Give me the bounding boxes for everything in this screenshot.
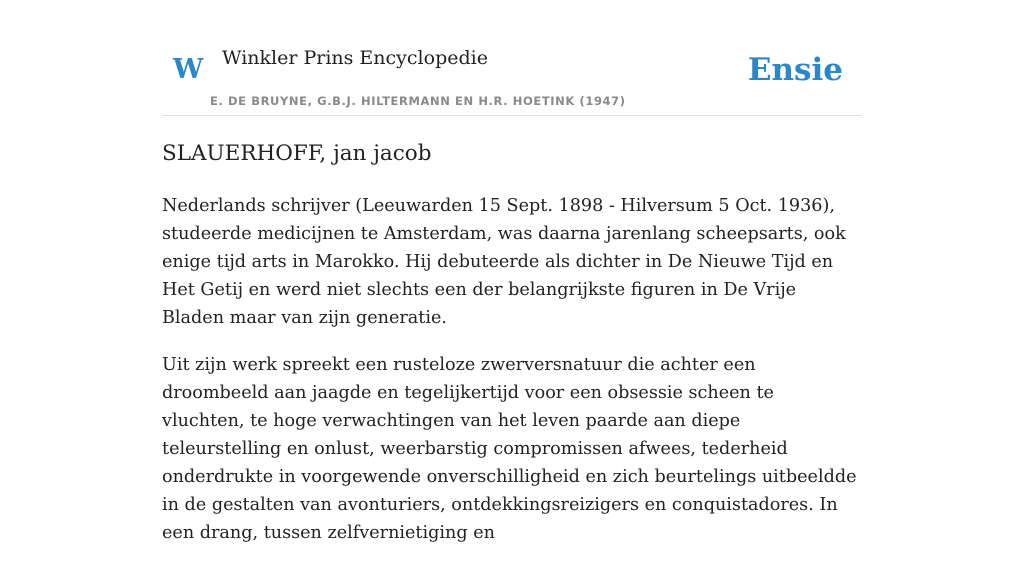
ensie-logo[interactable]: Ensie <box>747 52 843 88</box>
source-title: Winkler Prins Encyclopedie <box>222 47 488 69</box>
article-paragraph: Uit zijn werk spreekt een rusteloze zwerversnatuur die achter een droombeeld aan jaagde en tegelijkertijd voor een obsessie scheen te vluchten, te hoge verwachtingen van het leven paarde aan diepe teleurstelling en onlust, weerbarstig compromissen afwees, tederheid onderdrukte in voorgewende onverschilligheid en zich beurtelings uitbeeldde in de gestalten van avonturiers, ontdekkingsreizigers en conquistadores. In een drang, tussen zelfvernietiging en <box>162 355 857 543</box>
article-title: SLAUERHOFF, jan jacob <box>162 141 432 166</box>
site-header <box>162 0 862 116</box>
source-authors: E. DE BRUYNE, G.B.J. HILTERMANN EN H.R. HOETINK (1947) <box>210 94 626 108</box>
article-paragraph: Nederlands schrijver (Leeuwarden 15 Sept. 1898 - Hilversum 5 Oct. 1936), studeerde medicijnen te Amsterdam, was daarna jarenlang scheepsarts, ook enige tijd arts in Marokko. Hij debuteerde als dichter in De Nieuwe Tijd en Het Getij en werd niet slechts een der belangrijkste figuren in De Vrije Bladen maar van zijn generatie. <box>162 196 846 328</box>
article-body <box>162 192 862 566</box>
winkler-prins-logo[interactable]: W <box>173 54 204 85</box>
